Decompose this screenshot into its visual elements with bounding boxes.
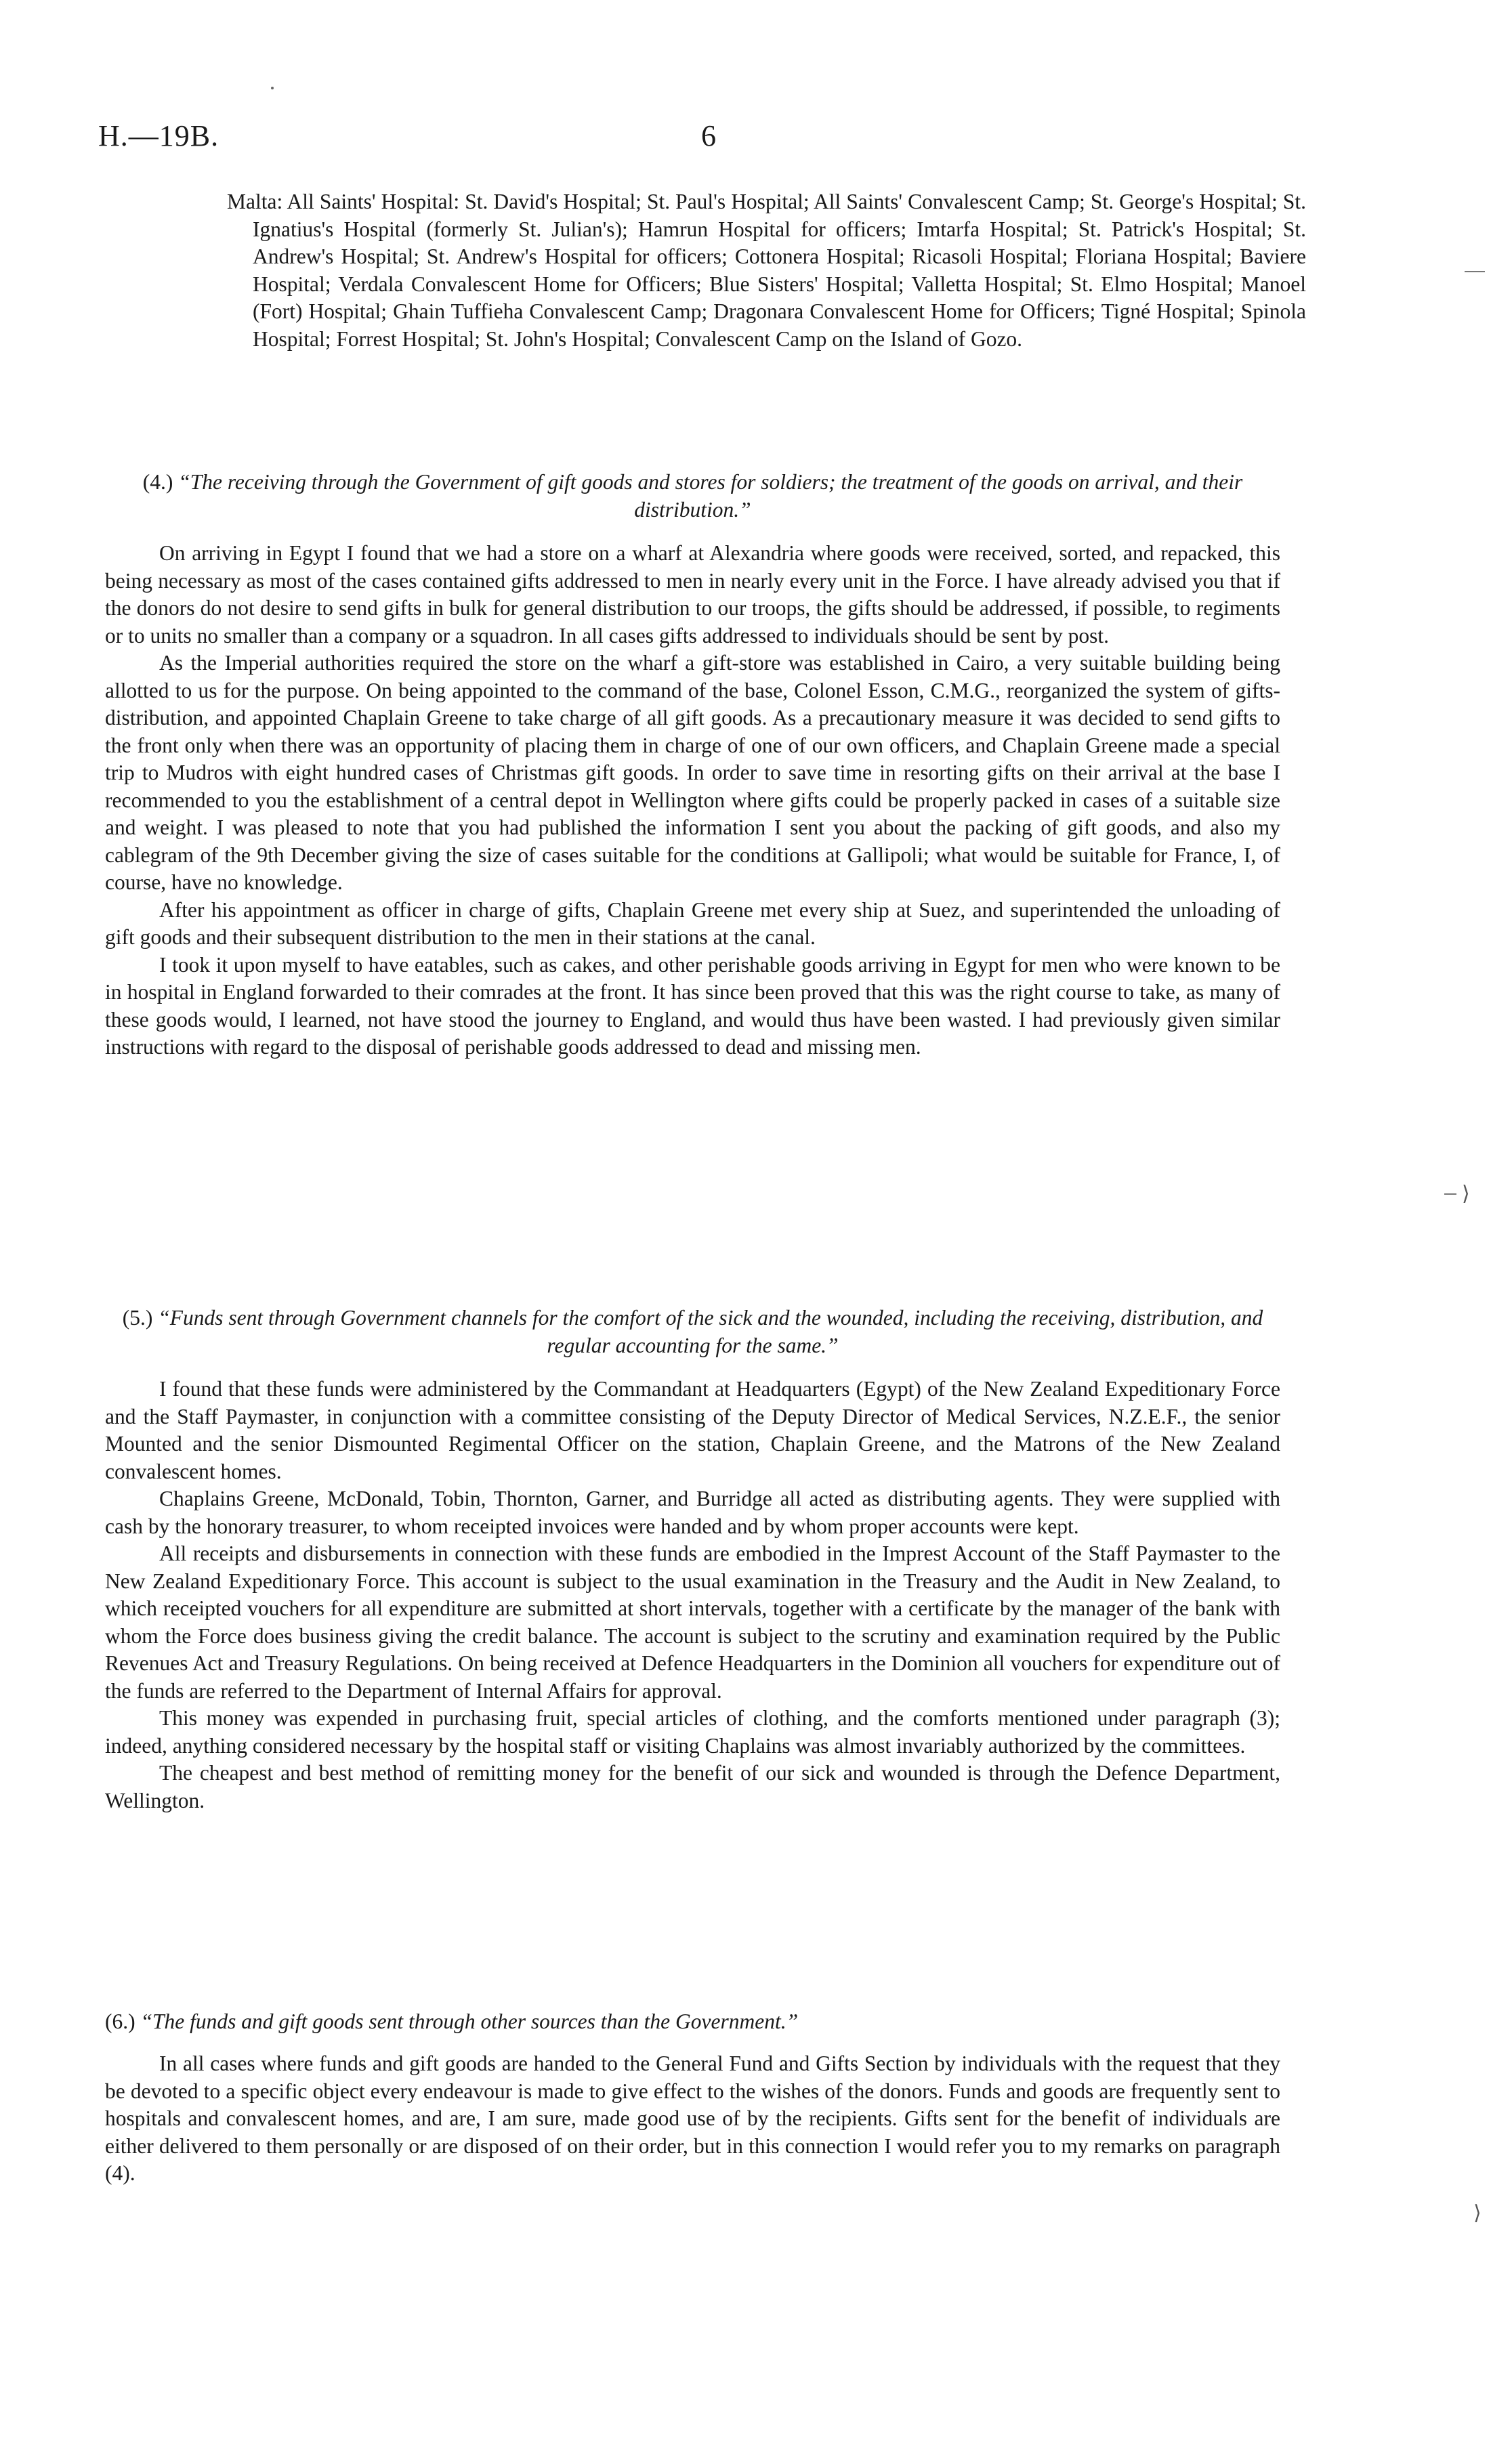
malta-hospitals-list: Malta: All Saints' Hospital: St. David's Hospital; St. Paul's Hospital; All Saints' Convalescent Camp; St. George's Hospital; St. Ignatius's Hospital (formerly St. Julian's); Hamrun Hospital for officers; Imtarfa Hospital; St. Patrick's Hospital; St. Andrew's Hospital; St. Andrew's Hospital for officers; Cottonera Hospital; Ricasoli Hospital; Floriana Hospital; Baviere Hospital; Verdala Convalescent Home for Officers; Blue Sisters' Hospital; Valletta Hospital; St. Elmo Hospital; Manoel (Fort) Hospital; Ghain Tuffieha Convalescent Camp; Dragonara Convalescent Home for Officers; Tigné Hospital; Spinola Hospital; Forrest Hospital; St. John's Hospital; Convalescent Camp on the Island of Gozo. xyxy=(227,190,1306,351)
margin-mark-icon: ⟩ xyxy=(1462,1182,1470,1206)
section-6-paragraph: In all cases where funds and gift goods are handed to the General Fund and Gifts Section by individuals with the request that they be devoted to a specific object every endeavour is made to give effect to the wishes of the donors. Funds and goods are frequently sent to hospitals and convalescent homes, and are, I am sure, made good use of by the recipients. Gifts sent for the benefit of individuals are either delivered to them personally or are disposed of on their order, but in this connection I would refer you to my remarks on paragraph (4). xyxy=(105,2052,1280,2185)
margin-mark xyxy=(1465,271,1485,272)
section-5-number: (5.) xyxy=(122,1306,153,1330)
section-5-body xyxy=(105,1376,1280,1814)
section-5-paragraph: The cheapest and best method of remitting money for the benefit of our sick and wounded is through the Defence Department, Wellington. xyxy=(105,1761,1280,1812)
section-5-paragraph: All receipts and disbursements in connection with these funds are embodied in the Imprest Account of the Staff Paymaster to the New Zealand Expeditionary Force. This account is subject to the usual examination in the Treasury and the Audit in New Zealand, to which receipted vouchers for all expenditure are submitted at short intervals, together with a certificate by the manager of the bank with whom the Force does business giving the credit balance. The account is subject to the scrutiny and examination required by the Public Revenues Act and Treasury Regulations. On being received at Defence Headquarters in the Dominion all vouchers for expenditure out of the funds are referred to the Department of Internal Affairs for approval. xyxy=(105,1542,1280,1703)
section-6-number: (6.) xyxy=(105,2010,135,2033)
section-4-body xyxy=(105,540,1280,1061)
scan-speck xyxy=(271,87,274,89)
section-4-title: “The receiving through the Government of gift goods and stores for soldiers; the treatment of the goods on arrival, and their distribution.” xyxy=(178,470,1243,522)
page-reference: H.—19B. xyxy=(98,119,219,152)
section-5-title: “Funds sent through Government channels for the comfort of the sick and the wounded, including the receiving, distribution, and regular accounting for the same.” xyxy=(158,1306,1263,1357)
section-5-paragraph: Chaplains Greene, McDonald, Tobin, Thornton, Garner, and Burridge all acted as distributing agents. They were supplied with cash by the honorary treasurer, to whom receipted invoices were handed and by whom proper accounts were kept. xyxy=(105,1487,1280,1538)
section-4-heading xyxy=(105,469,1280,524)
margin-mark xyxy=(1444,1193,1456,1195)
section-4-paragraph: On arriving in Egypt I found that we had a store on a wharf at Alexandria where goods were received, sorted, and repacked, this being necessary as most of the cases contained gifts addressed to men in nearly every unit in the Force. I have already advised you that if the donors do not desire to send gifts in bulk for general distribution to our troops, the gifts should be addressed, if possible, to regiments or to units no smaller than a company or a squadron. In all cases gifts addressed to individuals should be sent by post. xyxy=(105,541,1280,647)
section-5-paragraph: This money was expended in purchasing fruit, special articles of clothing, and the comforts mentioned under paragraph (3); indeed, anything considered necessary by the hospital staff or visiting Chaplains was almost invariably authorized by the committees. xyxy=(105,1706,1280,1758)
margin-mark-icon: ⟩ xyxy=(1473,2201,1482,2225)
section-4-paragraph: As the Imperial authorities required the store on the wharf a gift-store was established in Cairo, a very suitable building being allotted to us for the purpose. On being appointed to the command of the base, Colonel Esson, C.M.G., reorganized the system of gifts-distribution, and appointed Chaplain Greene to take charge of all gift goods. As a precautionary measure it was decided to send gifts to the front only when there was an opportunity of placing them in charge of one of our own officers, and Chaplain Greene made a special trip to Mudros with eight hundred cases of Christmas gift goods. In order to save time in resorting gifts on their arrival at the base I recommended to you the establishment of a central depot in Wellington where gifts could be properly packed in cases of a suitable size and weight. I was pleased to note that you had published the information I sent you about the packing of gift goods, and also my cablegram of the 9th December giving the size of cases suitable for the conditions at Gallipoli; what would be suitable for France, I, of course, have no knowledge. xyxy=(105,651,1280,894)
section-4-paragraph: After his appointment as officer in charge of gifts, Chaplain Greene met every ship at Suez, and superintended the unloading of gift goods and their subsequent distribution to the men in their stations at the canal. xyxy=(105,897,1280,949)
section-6-heading xyxy=(105,2008,1280,2036)
section-4-paragraph: I took it upon myself to have eatables, such as cakes, and other perishable goods arriving in Egypt for men who were known to be in hospital in England forwarded to their comrades at the front. It has since been proved that this was the right course to take, as many of these goods would, I learned, not have stood the journey to England, and would thus have been wasted. I had previously given similar instructions with regard to the disposal of perishable goods addressed to dead and missing men. xyxy=(105,952,1280,1059)
section-4-number: (4.) xyxy=(142,470,173,494)
section-5-paragraph: I found that these funds were administered by the Commandant at Headquarters (Egypt) of the New Zealand Expeditionary Force and the Staff Paymaster, in conjunction with a committee consisting of the Deputy Director of Medical Services, N.Z.E.F., the senior Mounted and the senior Dismounted Regimental Officer on the station, Chaplain Greene, and the Matrons of the New Zealand convalescent homes. xyxy=(105,1377,1280,1483)
section-6-body xyxy=(105,2050,1280,2188)
section-6-title: “The funds and gift goods sent through other sources than the Government.” xyxy=(140,2010,799,2033)
page-number: 6 xyxy=(701,119,716,152)
section-5-heading xyxy=(105,1304,1280,1359)
